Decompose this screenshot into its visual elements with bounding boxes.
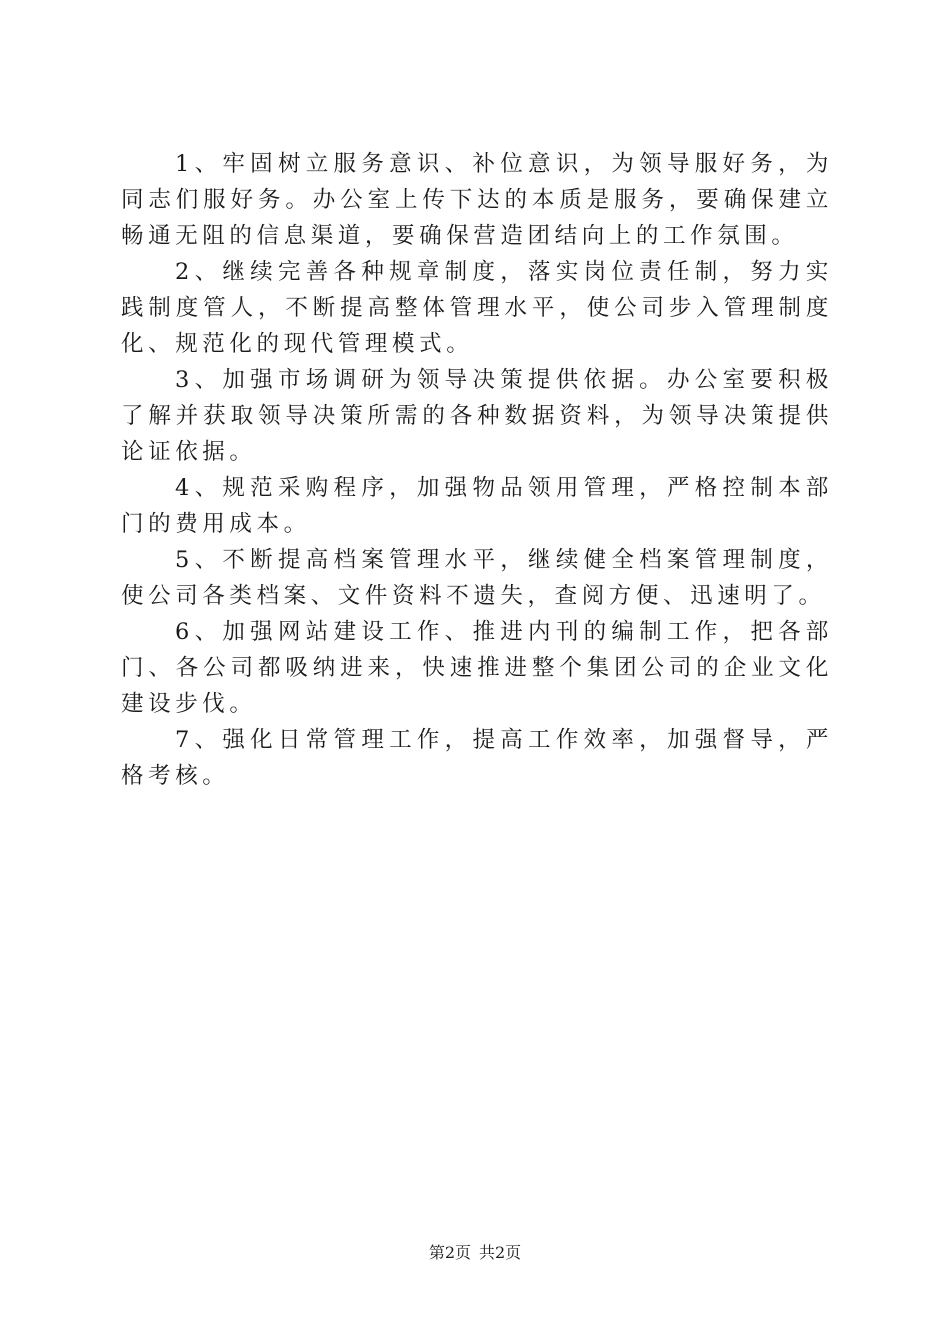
paragraph-2: 2、继续完善各种规章制度，落实岗位责任制，努力实践制度管人，不断提高整体管理水平，使公司步入管理制度化、规范化的现代管理模式。 (121, 259, 833, 357)
paragraph-6: 6、加强网站建设工作、推进内刊的编制工作，把各部门、各公司都吸纳进来，快速推进整个集团公司的企业文化建设步伐。 (121, 619, 833, 717)
paragraph-3: 3、加强市场调研为领导决策提供依据。办公室要积极了解并获取领导决策所需的各种数据资料，为领导决策提供论证依据。 (121, 367, 833, 465)
paragraph-7: 7、强化日常管理工作，提高工作效率，加强督导，严格考核。 (121, 727, 833, 789)
page-total: 共2页 (479, 1243, 522, 1262)
paragraph-4: 4、规范采购程序，加强物品领用管理，严格控制本部门的费用成本。 (121, 475, 833, 537)
paragraph-1: 1、牢固树立服务意识、补位意识，为领导服好务，为同志们服好务。办公室上传下达的本质是服务，要确保建立畅通无阻的信息渠道，要确保营造团结向上的工作氛围。 (121, 151, 833, 249)
page-footer (0, 1241, 950, 1265)
paragraph-5: 5、不断提高档案管理水平，继续健全档案管理制度，使公司各类档案、文件资料不遗失，查阅方便、迅速明了。 (121, 547, 833, 609)
page-number: 第2页 (428, 1243, 471, 1262)
document-body (121, 146, 833, 794)
